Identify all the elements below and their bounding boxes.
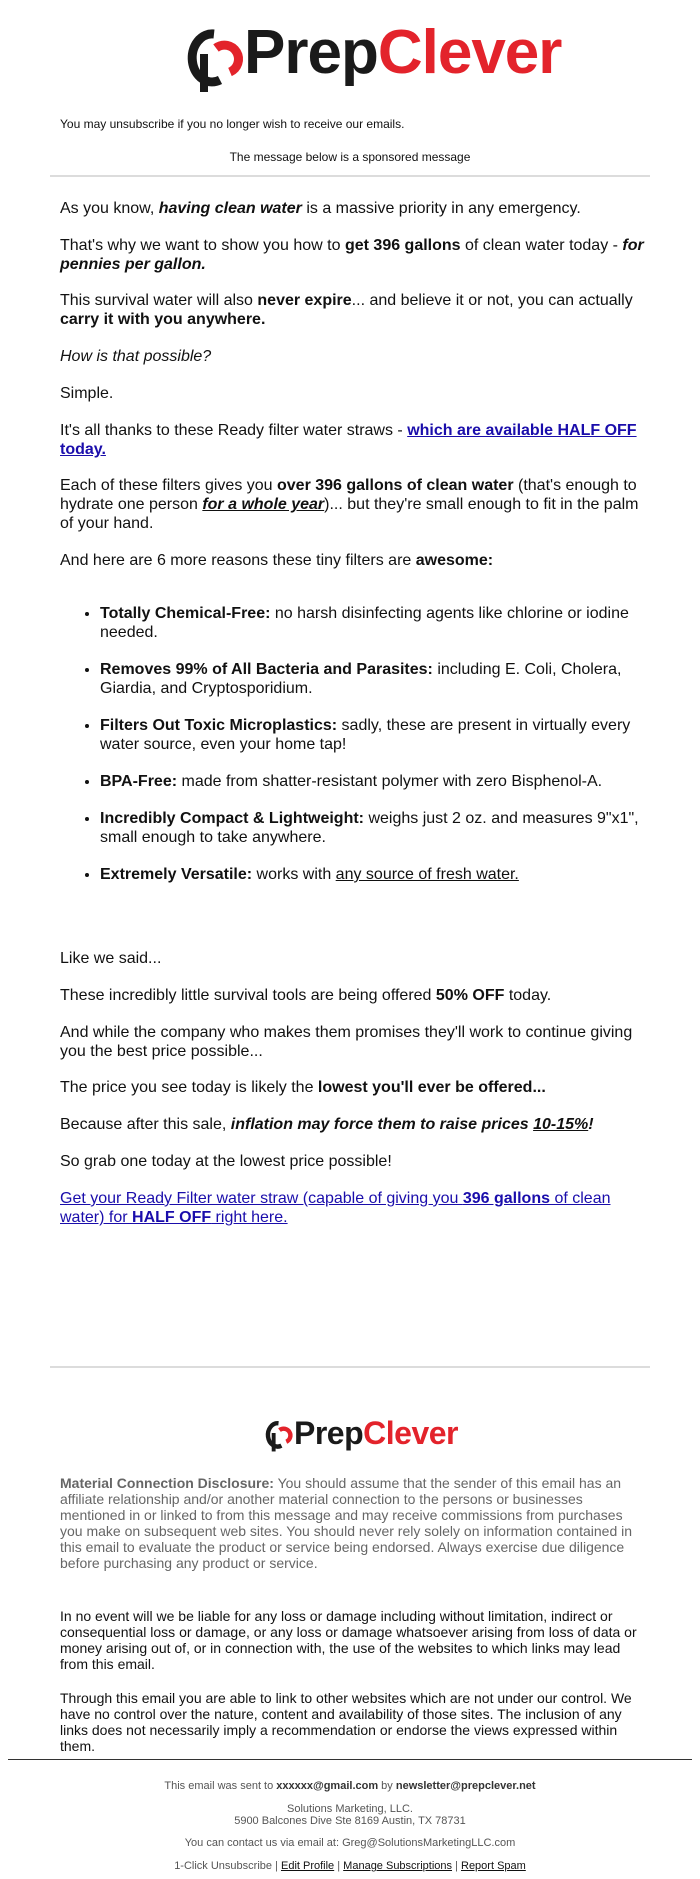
report-spam-link[interactable]: Report Spam (461, 1860, 526, 1872)
intro-p1 (60, 199, 645, 218)
sent-to-line (0, 1780, 700, 1793)
brand-logo-small (262, 1413, 458, 1453)
p7-text-a: Each of these filters gives you (60, 477, 277, 494)
list-item (100, 772, 645, 791)
p5-simple: Simple. (60, 385, 114, 402)
brand-wordmark-small (294, 1413, 458, 1453)
p2-emphasis: for pennies per gallon. (60, 237, 644, 273)
reason-text: including E. Coli, Cholera, Giardia, and Cryptosporidium. (100, 661, 622, 697)
list-item (100, 660, 645, 698)
separator: | (452, 1860, 461, 1872)
list-item (100, 716, 645, 754)
contact-line: You can contact us via email at: Greg@SolutionsMarketingLLC.com (184, 1837, 516, 1849)
separator: | (334, 1860, 344, 1872)
edit-profile-link[interactable]: Edit Profile (280, 1860, 335, 1872)
reason-title: Filters Out Toxic Microplastics: (100, 717, 338, 734)
footer-links (0, 1860, 700, 1873)
p1-text-c: is a massive priority in any emergency. (301, 200, 581, 217)
sent-text-a: This email was sent to (164, 1780, 277, 1792)
cta-text-e: right here. (211, 1209, 288, 1226)
c2-text-a: These incredibly little survival tools are being offered (60, 987, 436, 1004)
reason-title: Extremely Versatile: (100, 866, 253, 883)
p8-bold: awesome: (415, 552, 494, 569)
reason-title: Removes 99% of All Bacteria and Parasites: (100, 661, 433, 678)
one-click-unsubscribe[interactable]: 1-Click Unsubscribe (174, 1860, 272, 1872)
cta-text-c: of clean water) for (60, 1190, 611, 1226)
cta-bold-d: HALF OFF (132, 1209, 212, 1226)
p1-text-a: As you know, (60, 200, 159, 217)
middle-divider (50, 1366, 650, 1368)
brand-clever-small: Clever (363, 1415, 458, 1451)
closing-cta (60, 1189, 645, 1227)
brand-logo (180, 14, 562, 94)
closing-c2 (60, 986, 645, 1005)
c3-text: And while the company who makes them promises they'll work to continue giving you the best price possible... (60, 1024, 633, 1060)
sent-text-b: by (378, 1780, 396, 1792)
cta-text-a: Get your Ready Filter water straw (capable of giving you (60, 1190, 463, 1207)
cta-link[interactable] (60, 1190, 610, 1226)
reason-text: made from shatter-resistant polymer with zero Bisphenol-A. (177, 773, 603, 790)
c1-text: Like we said... (60, 950, 162, 967)
c4-text-a: The price you see today is likely the (60, 1079, 318, 1096)
reason-text: works with (252, 866, 336, 883)
brand-wordmark (244, 18, 561, 88)
company-name: Solutions Marketing, LLC. (287, 1803, 413, 1815)
cta-bold-b: 396 gallons (462, 1190, 550, 1207)
p2-text-c: of clean water today - (460, 237, 623, 254)
list-item (100, 865, 645, 884)
intro-p8 (60, 551, 645, 570)
intro-p3 (60, 291, 645, 329)
unsubscribe-note: You may unsubscribe if you no longer wish to receive our emails. (60, 117, 405, 131)
closing-c5 (60, 1115, 645, 1134)
top-divider (50, 175, 650, 177)
c5-text-a: Because after this sale, (60, 1116, 231, 1133)
intro-p5 (60, 384, 645, 403)
c5-emphasis: inflation may force them to raise prices (230, 1116, 534, 1133)
footer-divider (8, 1759, 692, 1760)
links-text: Through this email you are able to link to other websites which are not under our control. We have no control over the nature, content and availability of those sites. The inclusion of any links does not necessarily imply a recommendation or endorse the views expressed within them. (60, 1690, 632, 1754)
fresh-water-link[interactable]: any source of fresh water. (335, 866, 519, 883)
list-item (100, 604, 645, 642)
c2-bold: 50% OFF (435, 987, 505, 1004)
company-address: 5900 Balcones Dive Ste 8169 Austin, TX 78731 (234, 1815, 466, 1827)
p8-text-a: And here are 6 more reasons these tiny filters are (60, 552, 416, 569)
closing-c3 (60, 1023, 645, 1061)
c5-bang: ! (588, 1116, 594, 1133)
c6-text: So grab one today at the lowest price possible! (60, 1153, 392, 1170)
p1-emphasis: having clean water (158, 200, 302, 217)
intro-p7 (60, 476, 645, 533)
c5-percent: 10-15% (533, 1116, 589, 1133)
brand-prep-small: Prep (294, 1415, 364, 1451)
intro-p6 (60, 421, 645, 459)
prepclever-logo-icon (180, 14, 250, 94)
prepclever-logo-icon (262, 1413, 296, 1453)
c2-text-c: today. (504, 987, 552, 1004)
p7-text-e: )... but they're small enough to fit in the palm of your hand. (60, 496, 639, 532)
reason-title: Totally Chemical-Free: (100, 605, 271, 622)
disclosure-title: Material Connection Disclosure: (60, 1475, 274, 1491)
p3-text-a: This survival water will also (60, 292, 258, 309)
liability-disclaimer (60, 1608, 645, 1672)
p4-question: How is that possible? (60, 348, 212, 365)
disclosure-text: You should assume that the sender of this email has an affiliate relationship and/or another material connection to the persons or businesses mentioned in or linked to from this message and may receive commissions from purchases you make on subsequent web sites. You should never rely solely on information contained in this email to evaluate the product or service being endorsed. Always exercise due diligence before purchasing any product or service. (60, 1475, 633, 1571)
p3-text-c: ... and believe it or not, you can actually (351, 292, 633, 309)
p2-bold: get 396 gallons (344, 237, 461, 254)
reason-text: weighs just 2 oz. and measures 9"x1", small enough to take anywhere. (100, 810, 639, 846)
brand-clever: Clever (377, 18, 562, 87)
p2-text-a: That's why we want to show you how to (60, 237, 345, 254)
brand-prep: Prep (244, 18, 378, 87)
p6-text-a: It's all thanks to these Ready filter water straws - (60, 422, 408, 439)
p7-bold: over 396 gallons of clean water (277, 477, 514, 494)
reason-text: no harsh disinfecting agents like chlorine or iodine needed. (100, 605, 629, 641)
liability-text: In no event will we be liable for any loss or damage including without limitation, indirect or consequential loss or damage, or any loss or damage whatsoever arising from loss of data or money arising out of, or in connection with, the use of the websites to which links may lead from this email. (60, 1608, 637, 1672)
c4-bold: lowest you'll ever be offered... (317, 1079, 546, 1096)
reason-title: BPA-Free: (100, 773, 178, 790)
separator: | (272, 1860, 281, 1872)
material-disclosure (60, 1475, 645, 1571)
p7-text-c: (that's enough to hydrate one person (60, 477, 637, 513)
closing-c4 (60, 1078, 645, 1097)
links-disclaimer (60, 1690, 645, 1754)
intro-p2 (60, 236, 645, 274)
sender-email: newsletter@prepclever.net (395, 1780, 536, 1792)
closing-c1 (60, 949, 645, 968)
list-item (100, 809, 645, 847)
half-off-link-label: which are available HALF OFF today. (60, 422, 637, 458)
manage-subscriptions-link[interactable]: Manage Subscriptions (343, 1860, 453, 1872)
recipient-email: xxxxxx@gmail.com (276, 1780, 379, 1792)
closing-c6 (60, 1152, 645, 1171)
reason-title: Incredibly Compact & Lightweight: (100, 810, 365, 827)
reasons-list (60, 604, 645, 884)
p3-bold-d: carry it with you anywhere. (60, 311, 266, 328)
p7-emphasis: for a whole year (202, 496, 325, 513)
reason-text: sadly, these are present in virtually every water source, even your home tap! (100, 717, 631, 753)
intro-p4 (60, 347, 645, 366)
sponsored-note: The message below is a sponsored message (229, 150, 471, 164)
p3-bold: never expire (257, 292, 352, 309)
